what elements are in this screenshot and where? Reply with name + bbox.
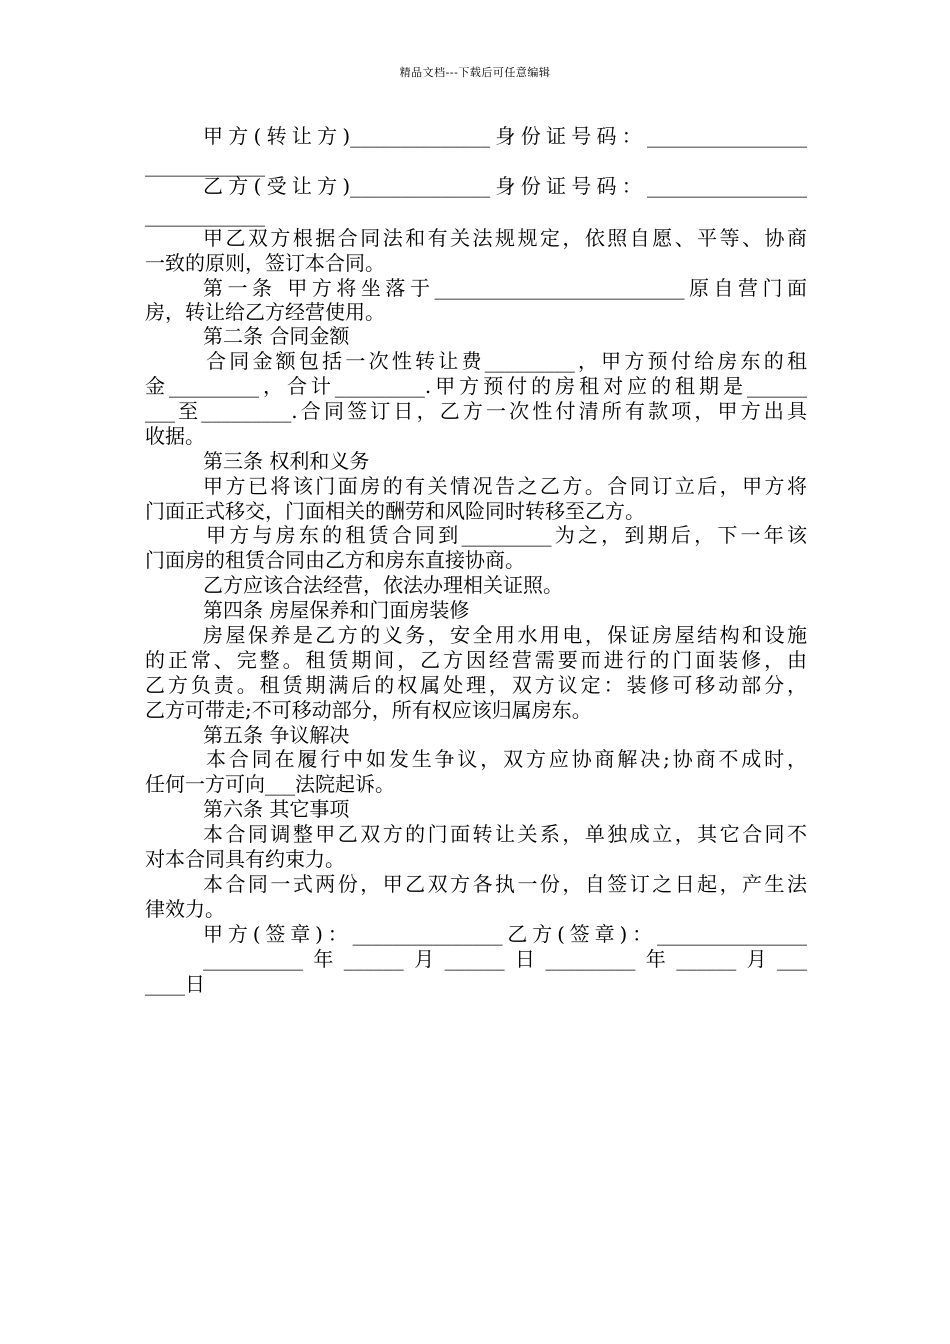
- article-6-line: 本合同调整甲乙双方的门面转让关系，单独成立，其它合同不: [203, 822, 807, 846]
- article-2-line: 金_________，合计_________.甲方预付的房租对应的租期是______: [145, 374, 807, 398]
- party-b-line-cont: ____________: [145, 203, 265, 227]
- article-4-line: 的正常、完整。租赁期间，乙方因经营需要而进行的门面装修，由: [145, 648, 807, 672]
- date-line-cont: ____日: [145, 972, 205, 996]
- article-6-line: 本合同一式两份，甲乙双方各执一份，自签订之日起，产生法: [203, 872, 807, 896]
- article-2-line: ___至_________.合同签订日，乙方一次性付清所有款项，甲方出具: [145, 399, 807, 423]
- preamble-line-cont: 一致的原则，签订本合同。: [145, 251, 385, 275]
- party-a-line: 甲方(转让方)______________身份证号码：________________: [203, 124, 807, 148]
- preamble-line: 甲乙双方根据合同法和有关法规规定，依照自愿、平等、协商: [203, 226, 807, 250]
- article-1-line-cont: 房，转让给乙方经营使用。: [145, 300, 385, 324]
- article-3-line: 甲方已将该门面房的有关情况告之乙方。合同订立后，甲方将: [203, 474, 807, 498]
- article-5-line: 任何一方可向___法院起诉。: [145, 772, 395, 796]
- article-6-line: 律效力。: [145, 897, 225, 921]
- article-4-line: 乙方可带走;不可移动部分，所有权应该归属房东。: [145, 698, 592, 722]
- party-b-line: 乙方(受让方)______________身份证号码：________________: [203, 174, 807, 198]
- article-3-line: 门面房的租赁合同由乙方和房东直接协商。: [145, 548, 525, 572]
- article-1-line: 第一条 甲方将坐落于_________________________原自营门面: [203, 276, 807, 300]
- article-4-heading: 第四条 房屋保养和门面房装修: [203, 598, 470, 622]
- article-6-line: 对本合同具有约束力。: [145, 847, 345, 871]
- article-5-heading: 第五条 争议解决: [203, 723, 350, 747]
- party-a-line-cont: ____________: [145, 153, 265, 177]
- date-line: __________年______月______日_________年______月___: [203, 947, 807, 971]
- article-5-line: 本合同在履行中如发生争议，双方应协商解决;协商不成时，: [206, 747, 807, 771]
- article-3-heading: 第三条 权利和义务: [203, 449, 370, 473]
- signature-line: 甲方(签章)：_______________乙方(签章)：_______________: [203, 922, 807, 946]
- article-3-line: 门面正式移交，门面相关的酬劳和风险同时转移至乙方。: [145, 499, 645, 523]
- article-2-line: 收据。: [145, 424, 205, 448]
- page-header-watermark: 精品文档---下载后可任意编辑: [399, 66, 551, 79]
- article-2-heading: 第二条 合同金额: [203, 324, 350, 348]
- article-4-line: 房屋保养是乙方的义务，安全用水用电，保证房屋结构和设施: [203, 623, 807, 647]
- article-4-line: 乙方负责。租赁期满后的权属处理，双方议定：装修可移动部分，: [145, 673, 807, 697]
- article-3-line: 甲方与房东的租赁合同到_________为之，到期后，下一年该: [206, 523, 807, 547]
- article-6-heading: 第六条 其它事项: [203, 797, 350, 821]
- article-3-line: 乙方应该合法经营，依法办理相关证照。: [203, 573, 563, 597]
- article-2-line: 合同金额包括一次性转让费_________，甲方预付给房东的租: [206, 349, 807, 373]
